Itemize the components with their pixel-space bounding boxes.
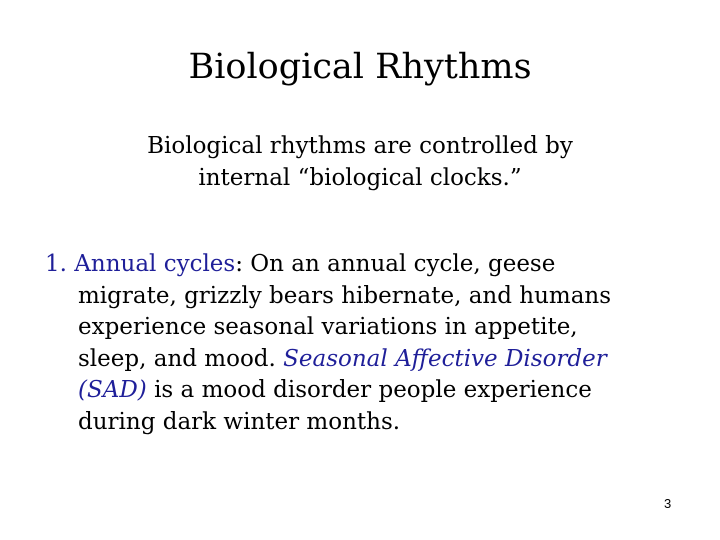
point-first-line <box>45 249 675 281</box>
point-line-text: sleep, and mood. <box>78 345 284 372</box>
point-line: experience seasonal variations in appetite, <box>78 314 578 340</box>
point-line-text: is a mood disorder people experience <box>146 377 592 403</box>
point-line: migrate, grizzly bears hibernate, and humans <box>78 282 612 309</box>
slide-title: Biological Rhythms <box>188 47 532 87</box>
point-number: 1. <box>45 251 75 277</box>
point-line <box>45 375 675 407</box>
numbered-point <box>45 249 675 438</box>
point-heading-suffix: : On an annual cycle, geese <box>235 251 556 277</box>
subtitle <box>110 130 610 194</box>
point-line: during dark winter months. <box>78 408 401 435</box>
subtitle-line: Biological rhythms are controlled by <box>147 133 573 159</box>
page-number: 3 <box>664 496 672 511</box>
subtitle-line: internal “biological clocks.” <box>198 165 522 191</box>
term-sad: Seasonal Affective Disorder <box>283 345 607 372</box>
term-sad-abbr: (SAD) <box>78 377 147 403</box>
point-line <box>45 344 675 376</box>
point-heading: Annual cycles <box>74 251 236 277</box>
